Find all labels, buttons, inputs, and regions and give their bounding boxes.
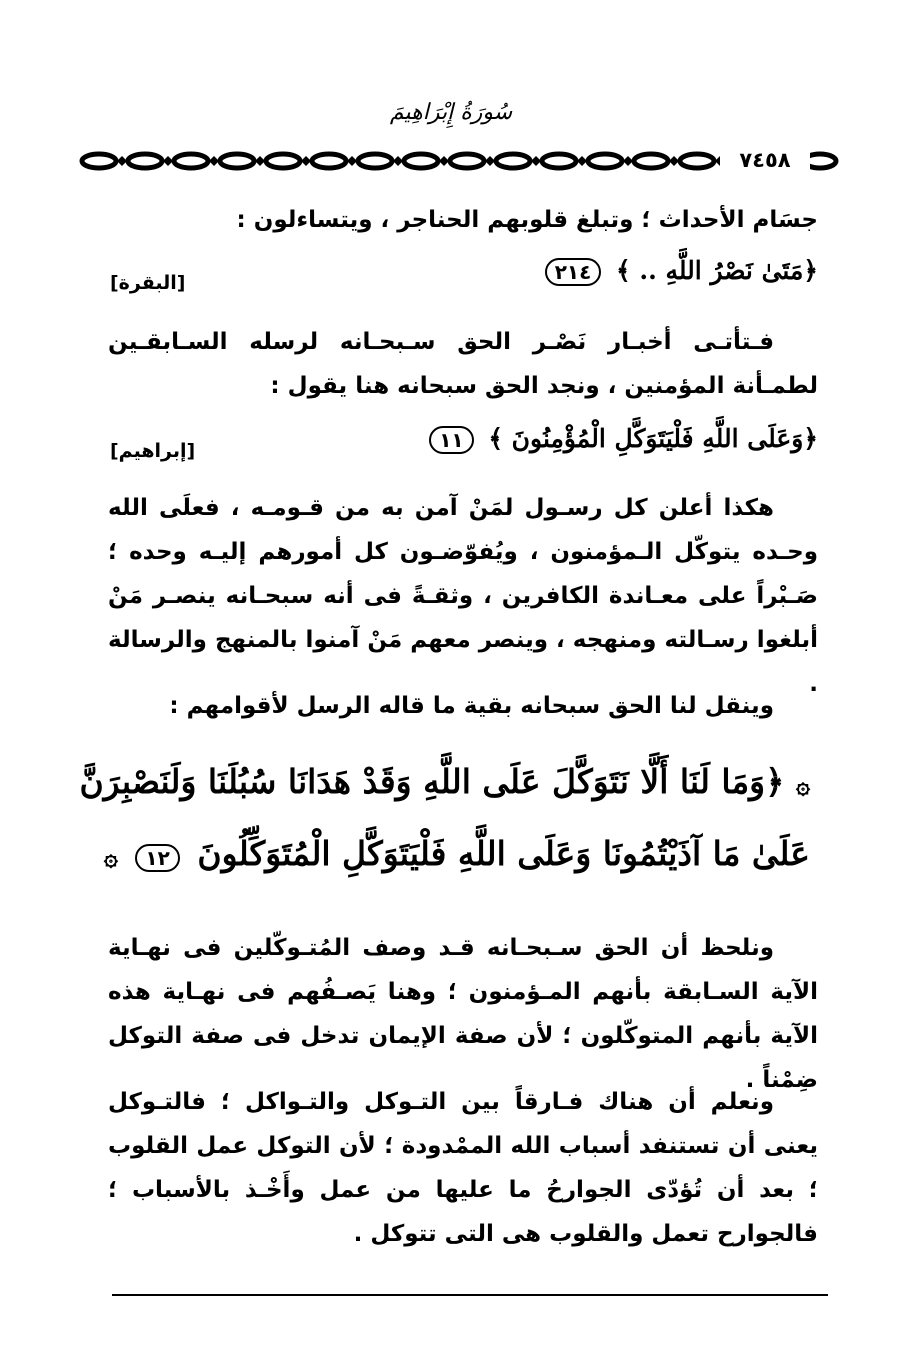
paragraph-3: هكذا أعلن كل رسـول لمَنْ آمن به من قـومـه ، فعلَى الله وحـده يتوكّل الـمؤمنون ، ويُفوّضـون كل أمورهم إليـه وحده ؛ صَـبْراً على معـاندة الكافرين ، وثقـةً فى أنه سبحـانه ينصـر مَنْ أبلغوا رسـالته ومنهجه ، وينصر معهم مَنْ آمنوا بالمنهج والرسالة . (108, 495, 818, 697)
verse-text: عَلَىٰ مَا آذَيْتُمُونَا وَعَلَى اللَّهِ فَلْيَتَوَكَّلِ الْمُتَوَكِّلُونَ (197, 834, 810, 873)
quran-verse-2 (423, 424, 818, 454)
paragraph-2: فـتأتـى أخبـار نَصْـر الحق سـبحـانه لرسله السـابقـين لطمـأنة المؤمنين ، ونجد الحق سبحانه هنا يقول : (108, 329, 818, 399)
verse-text: ﴿وَعَلَى اللَّهِ فَلْيَتَوَكَّلِ الْمُؤْمِنُونَ ﴾ (488, 424, 818, 453)
surah-title: سُورَةُ إِبْرَاهِيمَ (389, 100, 513, 125)
paragraph-4: وينقل لنا الحق سبحانه بقية ما قاله الرسل لأقوامهم : (169, 693, 774, 719)
verse-text: ﴿مَتَىٰ نَصْرُ اللَّهِ .. ﴾ (616, 256, 818, 285)
verse-text: ﴿وَمَا لَنَا أَلَّا نَتَوَكَّلَ عَلَى اللَّهِ وَقَدْ هَدَانَا سُبُلَنَا وَلَنَصْبِرَنَّ (79, 762, 785, 801)
quran-verse-3-line-1 (79, 762, 810, 801)
quran-verse-1 (539, 256, 818, 286)
surah-reference: [البقرة] (110, 272, 186, 294)
ayah-number: ١١ (429, 426, 473, 454)
ayah-number: ١٢ (135, 844, 179, 872)
ayah-number: ٢١٤ (545, 258, 602, 286)
footer-rule (112, 1294, 828, 1296)
paragraph-6: ونعلم أن هناك فـارقاً بين التـوكل والتـواكل ؛ فالتـوكل يعنى أن تستنفد أسباب الله الممْدودة ؛ لأن التوكل عمل القلوب ؛ بعد أن تُؤدّى الجوارحُ ما عليها من عمل وأَخْـذ بالأسباب ؛ فالجوارح تعمل والقلوب هى التى تتوكل . (108, 1089, 818, 1247)
surah-reference: [إبراهيم] (110, 440, 196, 462)
verse-ornament-icon: ۞ (103, 842, 118, 871)
paragraph-5: ونلحظ أن الحق سـبحـانه قـد وصف المُتـوكّلين فى نهـاية الآية السـابقة بأنهم المـؤمنون ؛ وهنا يَصـفُهم فى نهـاية هذه الآية بأنهم المتوكّلون ؛ لأن صفة الإيمان تدخل فى صفة التوكل ضِمْناً . (108, 935, 818, 1093)
verse-ornament-icon: ۞ (795, 770, 810, 799)
paragraph-1: جسَام الأحداث ؛ وتبلغ قلوبهم الحناجر ، ويتساءلون : (236, 207, 818, 233)
quran-verse-3-line-2 (103, 834, 810, 873)
page-number: ٧٤٥٨ (720, 146, 810, 174)
